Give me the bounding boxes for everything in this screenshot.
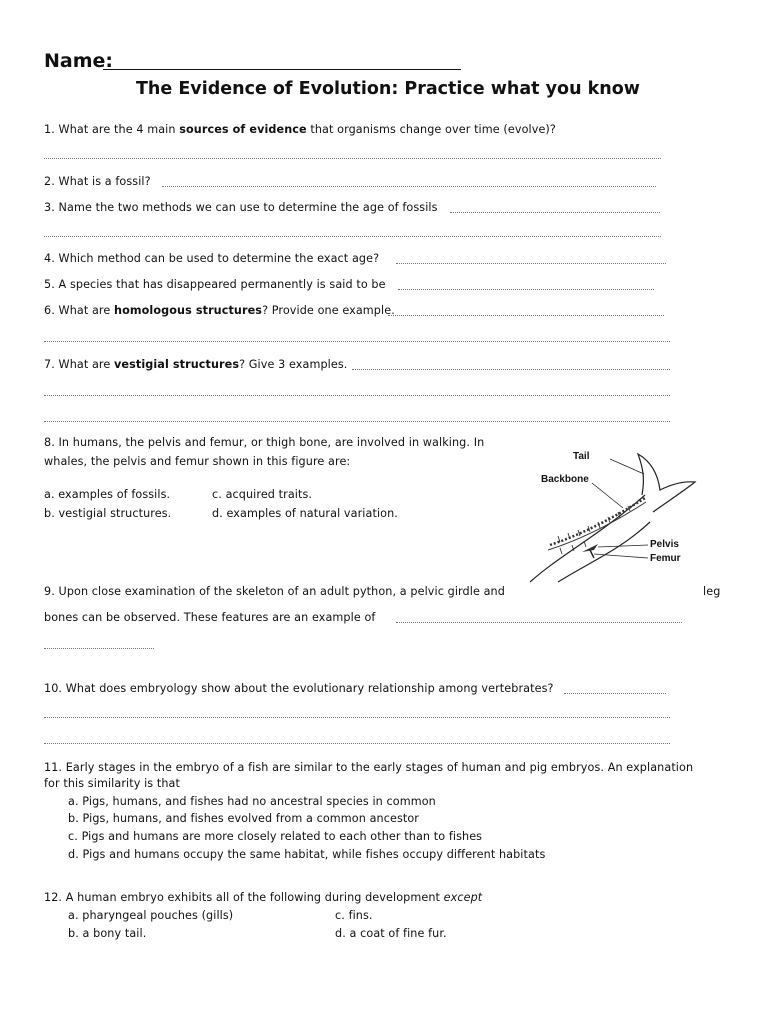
question-9-leg: leg (703, 585, 721, 598)
question-11-line2: for this similarity is that (44, 777, 180, 790)
answer-line-6b[interactable] (44, 341, 670, 342)
q12-option-c[interactable]: c. fins. (335, 909, 373, 922)
question-5: 5. A species that has disappeared permanently is said to be (44, 278, 386, 291)
answer-line-7b[interactable] (44, 395, 670, 396)
q8-option-c[interactable]: c. acquired traits. (212, 488, 313, 501)
answer-line-3a[interactable] (450, 212, 660, 213)
answer-line-10a[interactable] (564, 693, 666, 694)
question-6: 6. What are homologous structures? Provide one example. (44, 304, 395, 317)
q12-option-a[interactable]: a. pharyngeal pouches (gills) (68, 909, 234, 922)
answer-line-4[interactable] (396, 263, 666, 264)
answer-line-5[interactable] (398, 289, 654, 290)
answer-line-3b[interactable] (44, 236, 661, 237)
answer-line-2[interactable] (162, 186, 656, 187)
q11-option-b[interactable]: b. Pigs, humans, and fishes evolved from a common ancestor (68, 812, 420, 825)
answer-line-7c[interactable] (44, 421, 670, 422)
q8-option-d[interactable]: d. examples of natural variation. (212, 507, 398, 520)
question-8-line1: 8. In humans, the pelvis and femur, or thigh bone, are involved in walking. In (44, 436, 485, 449)
question-1: 1. What are the 4 main sources of evidence that organisms change over time (evolve)? (44, 123, 556, 136)
question-11-line1: 11. Early stages in the embryo of a fish are similar to the early stages of human and pig embryos. An explanation (44, 761, 694, 774)
answer-line-9a[interactable] (396, 622, 682, 623)
question-10: 10. What does embryology show about the evolutionary relationship among vertebrates? (44, 682, 554, 695)
question-2: 2. What is a fossil? (44, 175, 151, 188)
answer-line-1[interactable] (44, 158, 661, 159)
q12-option-d[interactable]: d. a coat of fine fur. (335, 927, 447, 940)
q11-option-a[interactable]: a. Pigs, humans, and fishes had no ancestral species in common (68, 795, 436, 808)
answer-line-10b[interactable] (44, 717, 670, 718)
q11-option-d[interactable]: d. Pigs and humans occupy the same habitat, while fishes occupy different habitats (68, 848, 546, 861)
answer-line-10c[interactable] (44, 743, 670, 744)
question-7: 7. What are vestigial structures? Give 3 examples. (44, 358, 348, 371)
name-blank[interactable] (103, 69, 461, 70)
diagram-label-backbone: Backbone (541, 474, 589, 485)
q12-option-b[interactable]: b. a bony tail. (68, 927, 147, 940)
diagram-label-femur: Femur (650, 553, 681, 564)
question-9-line2: bones can be observed. These features are an example of (44, 611, 376, 624)
question-3: 3. Name the two methods we can use to determine the age of fossils (44, 201, 438, 214)
question-8-line2: whales, the pelvis and femur shown in this figure are: (44, 455, 351, 468)
diagram-label-pelvis: Pelvis (650, 539, 679, 550)
answer-line-9b[interactable] (44, 648, 154, 649)
question-4: 4. Which method can be used to determine the exact age? (44, 252, 380, 265)
page-title: The Evidence of Evolution: Practice what you know (136, 79, 640, 99)
name-label: Name: (44, 50, 114, 72)
q8-option-a[interactable]: a. examples of fossils. (44, 488, 171, 501)
question-12: 12. A human embryo exhibits all of the following during development except (44, 891, 483, 904)
q11-option-c[interactable]: c. Pigs and humans are more closely related to each other than to fishes (68, 830, 483, 843)
question-9-line1: 9. Upon close examination of the skeleton of an adult python, a pelvic girdle and (44, 585, 505, 598)
answer-line-7a[interactable] (352, 369, 670, 370)
diagram-label-tail: Tail (573, 451, 590, 462)
whale-skeleton-figure (520, 440, 720, 585)
answer-line-6a[interactable] (388, 315, 664, 316)
q8-option-b[interactable]: b. vestigial structures. (44, 507, 172, 520)
